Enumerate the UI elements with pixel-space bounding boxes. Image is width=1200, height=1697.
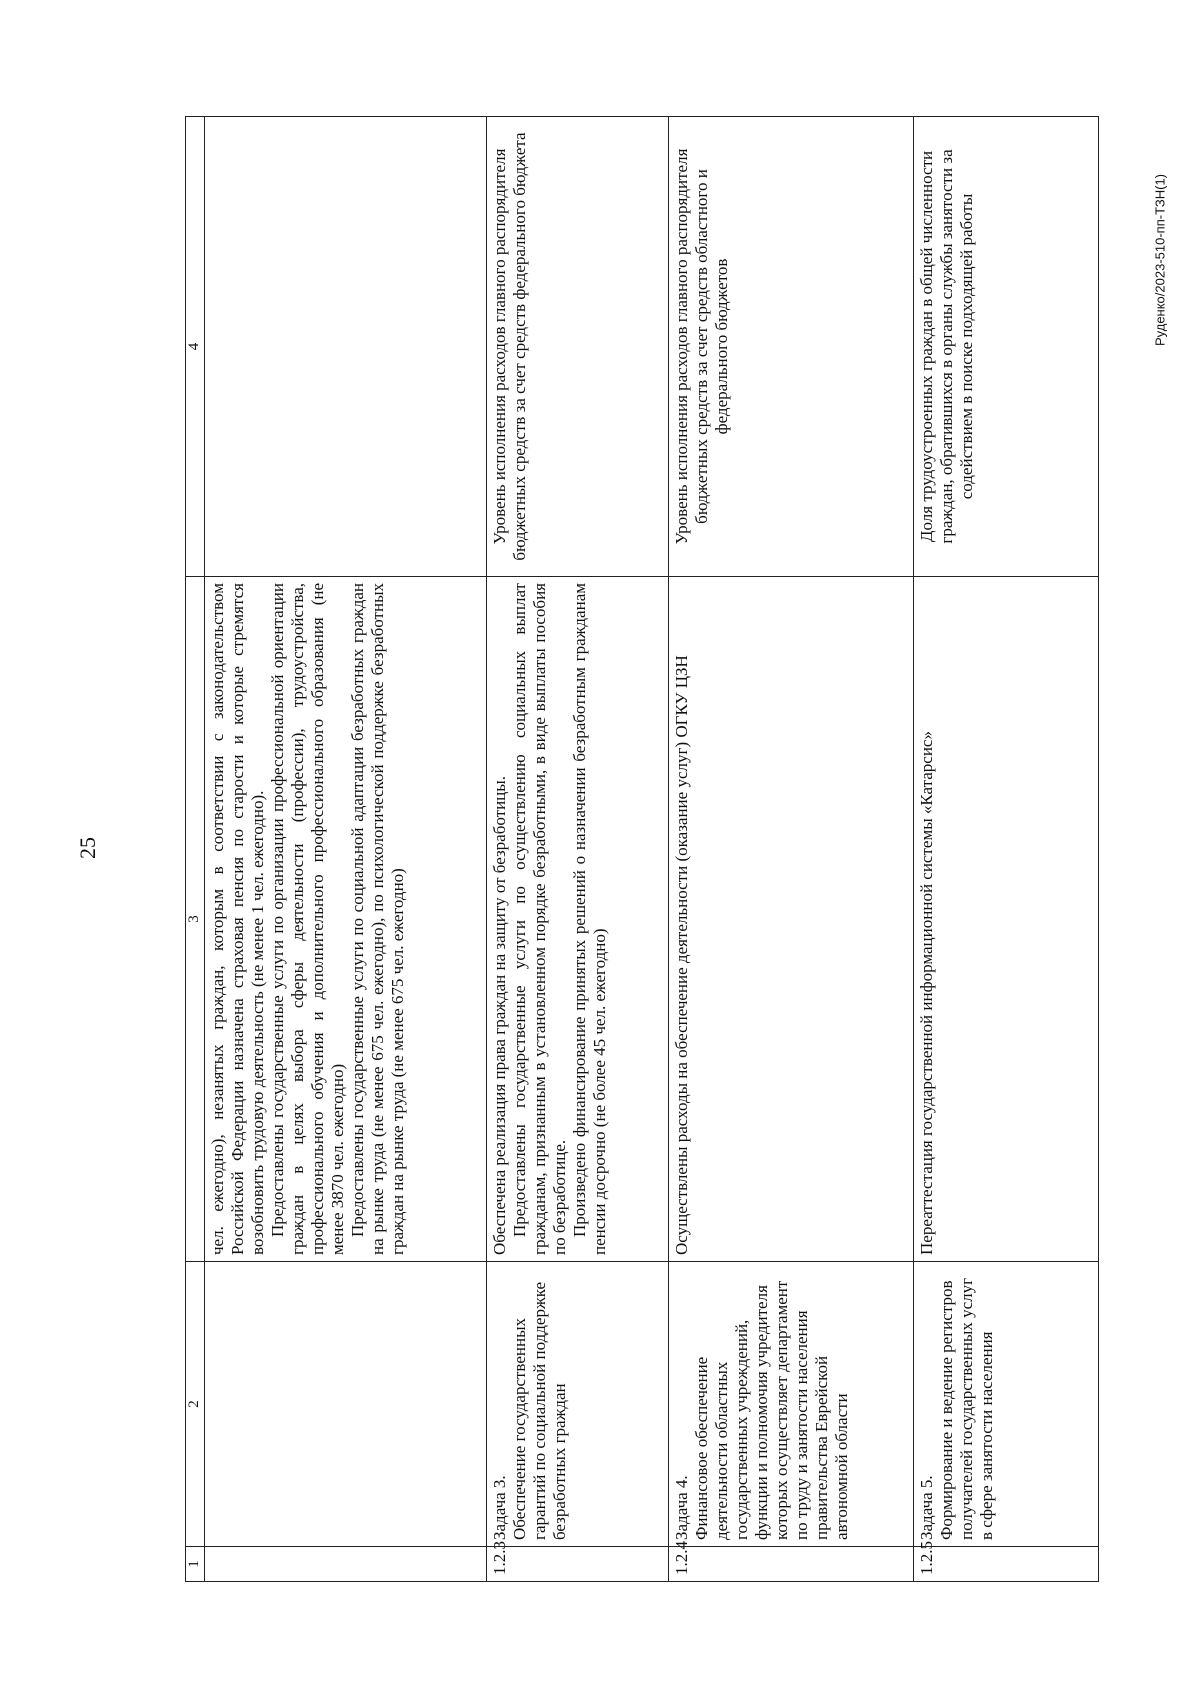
table-row — [668, 117, 913, 1582]
document-code: Руденко/2023-510-пп-ТЗН(1) — [1152, 173, 1168, 347]
task-title: Задача 5. — [916, 1475, 936, 1540]
page-number: 25 — [75, 837, 100, 859]
task-cell — [204, 1262, 486, 1547]
row-number: 1.2.5 — [913, 1547, 1098, 1582]
task-cell — [668, 1262, 913, 1547]
task-description: Финансовое обеспечение деятельности областных государственных учреждений, функции и полномочия учредителя которых осуществляет департамент по труду и занятости населения правительства Еврейской автономной области — [691, 1280, 852, 1540]
column-header-2: 2 — [186, 1262, 205, 1547]
column-header-4: 4 — [186, 117, 205, 577]
indicator-cell: Доля трудоустроенных граждан в общей численности граждан, обратившихся в органы службы занятости за содействием в поиске подходящей работы — [913, 117, 1098, 577]
measures-table — [185, 116, 1099, 1582]
activity-text: Осуществлены расходы на обеспечение деятельности (оказание услуг) ОГКУ ЦЗН — [671, 655, 691, 1255]
row-number: 1.2.3 — [486, 1547, 668, 1582]
activity-text: Произведено финансирование принятых решений о назначении безработным гражданам пенсии досрочно (не более 45 чел. ежегодно) — [569, 583, 609, 1255]
column-header-3: 3 — [186, 577, 205, 1262]
task-description: Обеспечение государственных гарантий по социальной поддержке безработных граждан — [509, 1281, 569, 1540]
indicator-cell: Уровень исполнения расходов главного распорядителя бюджетных средств за счет средств областного и федерального бюджетов — [668, 117, 913, 577]
task-title: Задача 3. — [489, 1475, 509, 1540]
activity-text: Переаттестация государственной информационной системы «Катарсис» — [916, 731, 936, 1255]
indicator-cell — [204, 117, 486, 577]
activity-text: чел. ежегодно), незанятых граждан, которым в соответствии с законодательством Российской Федерации назначена страховая пенсия по старости и которые стремятся возобновить трудовую деятельность (не менее 1 чел. ежегодно). — [207, 583, 267, 1255]
rotated-table-container — [185, 117, 1080, 1582]
activities-cell — [204, 577, 486, 1262]
table-row — [913, 117, 1098, 1582]
task-title: Задача 4. — [671, 1475, 691, 1540]
activities-cell — [486, 577, 668, 1262]
column-number-row — [186, 117, 205, 1582]
indicator-cell: Уровень исполнения расходов главного распорядителя бюджетных средств за счет средств федерального бюджета — [486, 117, 668, 577]
column-header-1: 1 — [186, 1547, 205, 1582]
activity-text: Предоставлены государственные услуги по организации профессиональной ориентации граждан в целях выбора сферы деятельности (профессии), трудоустройства, профессионального обучения и дополнительного профессионального образования (не менее 3870 чел. ежегодно) — [267, 583, 347, 1255]
activities-cell — [913, 577, 1098, 1262]
task-description: Формирование и ведение регистров получателей государственных услуг в сфере занятости населения — [936, 1277, 996, 1540]
activities-cell — [668, 577, 913, 1262]
row-number — [204, 1547, 486, 1582]
activity-text: Обеспечена реализация права граждан на защиту от безработицы. — [489, 776, 509, 1255]
activity-text: Предоставлены государственные услуги по осуществлению социальных выплат гражданам, признанным в установленном порядке безработными, в виде выплаты пособия по безработице. — [509, 583, 569, 1255]
row-number: 1.2.4 — [668, 1547, 913, 1582]
task-cell — [486, 1262, 668, 1547]
activity-text: Предоставлены государственные услуги по социальной адаптации безработных граждан на рынке труда (не менее 675 чел. ежегодно), по психологической поддержке безработных граждан на рынке труда (не менее 675 чел. ежегодно) — [348, 583, 408, 1255]
task-cell — [913, 1262, 1098, 1547]
table-row — [204, 117, 486, 1582]
table-row — [486, 117, 668, 1582]
